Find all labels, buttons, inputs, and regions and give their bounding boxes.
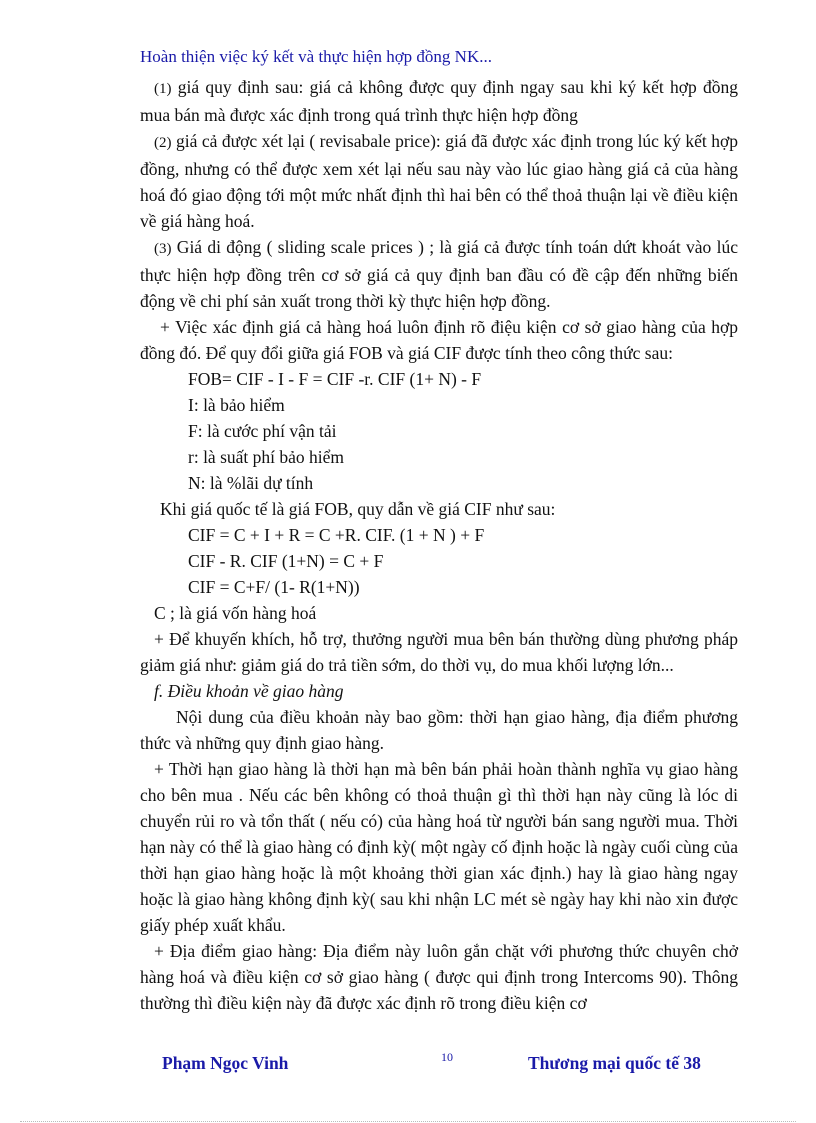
footer-author: Phạm Ngọc Vinh xyxy=(162,1053,289,1073)
paragraph-delivery-content: Nội dung của điều khoản này bao gồm: thời hạn giao hàng, địa điểm phương thức và những quy định giao hàng. xyxy=(140,707,738,753)
item-number: (2) xyxy=(154,135,172,151)
formula-cif-2: CIF - R. CIF (1+N) = C + F xyxy=(188,551,384,571)
paragraph-text: giá cả được xét lại ( revisabale price): giá đã được xác định trong lúc ký kết hợp đồng, nhưng có thể được xem xét lại nếu sau này vào lúc giao hàng giá cả của hàng hoá đó giao động tới một mức nhất định thì hai bên có thể thoả thuận lại về điều kiện về giá hàng hoá. xyxy=(140,131,738,231)
formula-fob: FOB= CIF - I - F = CIF -r. CIF (1+ N) - F xyxy=(188,369,482,389)
paragraph-price-type-1 xyxy=(140,74,738,128)
definition-n: N: là %lãi dự tính xyxy=(188,473,314,493)
paragraph-text: giá quy định sau: giá cả không được quy định ngay sau khi ký kết hợp đồng mua bán mà được xác định trong quá trình thực hiện hợp đồng xyxy=(140,77,738,125)
document-body xyxy=(140,74,738,1016)
paragraph-delivery-place: + Địa điểm giao hàng: Địa điểm này luôn gắn chặt với phương thức chuyên chở hàng hoá và điều kiện cơ sở giao hàng ( được qui định trong Intercoms 90). Thông thường thì điều kiện này đã được xác định rõ trong điều kiện cơ xyxy=(140,941,738,1013)
section-heading-delivery: f. Điều khoản về giao hàng xyxy=(154,681,344,701)
paragraph-delivery-time: + Thời hạn giao hàng là thời hạn mà bên bán phải hoàn thành nghĩa vụ giao hàng cho bên mua . Nếu các bên không có thoả thuận gì thì thời hạn này cũng là lóc di chuyển rủi ro và tổn thất ( nếu có) của hàng hoá từ người bán sang người mua. Thời hạn này có thể là giao hàng có định kỳ( một ngày cố định hoặc là ngày cuối cùng của thời hạn giao hàng hoặc là một khoảng thời gian xác định.) hay là giao hàng ngay hoặc là giao hàng không định kỳ( sau khi nhận LC mét sè ngày hay khi nào xin được giấy phép xuất khẩu. xyxy=(140,759,738,935)
formula-cif-3: CIF = C+F/ (1- R(1+N)) xyxy=(188,577,360,597)
page-header-title: Hoàn thiện việc ký kết và thực hiện hợp đồng NK... xyxy=(140,47,492,66)
paragraph-price-basis: + Việc xác định giá cả hàng hoá luôn định rõ điệu kiện cơ sở giao hàng của hợp đồng đó. Để quy đổi giữa giá FOB và giá CIF được tính theo công thức sau: xyxy=(140,317,738,363)
paragraph-price-type-3 xyxy=(140,234,738,314)
page-footer xyxy=(0,1050,816,1077)
item-number: (1) xyxy=(154,81,172,97)
definition-r: r: là suất phí bảo hiểm xyxy=(188,447,345,467)
footer-page-number: 10 xyxy=(441,1050,453,1064)
paragraph-cif-conversion: Khi giá quốc tế là giá FOB, quy dẫn về giá CIF như sau: xyxy=(160,499,556,519)
formula-cif-1: CIF = C + I + R = C +R. CIF. (1 + N ) + F xyxy=(188,525,485,545)
paragraph-discounts: + Để khuyến khích, hỗ trợ, thưởng người mua bên bán thường dùng phương pháp giảm giá như: giảm giá do trả tiền sớm, do thời vụ, do mua khối lượng lớn... xyxy=(140,629,738,675)
definition-c: C ; là giá vốn hàng hoá xyxy=(154,603,317,623)
definition-i: I: là bảo hiểm xyxy=(188,395,285,415)
item-number: (3) xyxy=(154,241,172,257)
footer-course: Thương mại quốc tế 38 xyxy=(528,1053,701,1073)
page-bottom-divider xyxy=(20,1121,796,1122)
paragraph-price-type-2 xyxy=(140,128,738,234)
paragraph-text: Giá di động ( sliding scale prices ) ; là giá cả được tính toán dứt khoát vào lúc thực hiện hợp đồng trên cơ sở giá cả quy định ban đầu có đề cập đến những biến động về chi phí sản xuất trong thời kỳ thực hiện hợp đồng. xyxy=(140,237,738,311)
definition-f: F: là cước phí vận tải xyxy=(188,421,337,441)
